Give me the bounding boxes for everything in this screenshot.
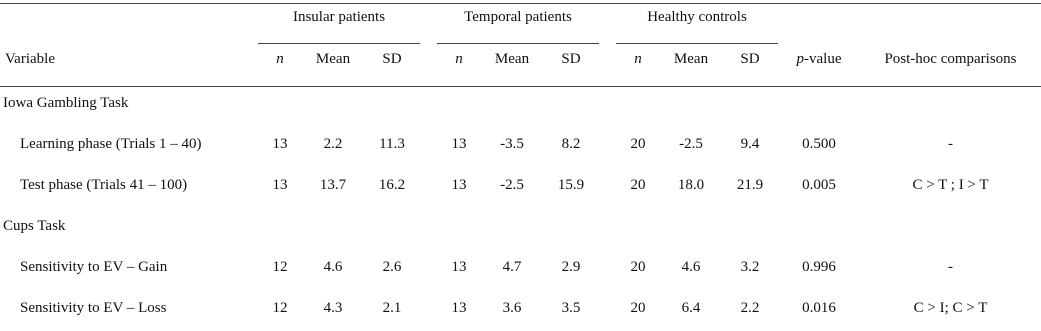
group-underline-temporal (437, 43, 599, 44)
cell-controls-sd: 21.9 (736, 177, 764, 193)
cell-controls-sd: 2.2 (740, 300, 760, 316)
cell-controls-mean: -2.5 (679, 136, 703, 152)
cell-pvalue: 0.016 (802, 300, 836, 316)
cell-controls-mean: 18.0 (677, 177, 705, 193)
col-header-insular-sd: SD (382, 51, 402, 67)
cell-pvalue: 0.500 (802, 136, 836, 152)
cell-insular-n: 13 (272, 177, 288, 193)
section-title-iowa: Iowa Gambling Task (3, 95, 129, 111)
col-header-temporal-mean: Mean (494, 51, 530, 67)
cell-temporal-sd: 3.5 (561, 300, 581, 316)
cell-posthoc: - (948, 259, 953, 275)
row-label-test-phase: Test phase (Trials 41 – 100) (20, 177, 188, 193)
col-header-controls-n: n (634, 51, 642, 67)
cell-insular-n: 12 (272, 259, 288, 275)
cell-temporal-mean: 4.7 (502, 259, 522, 275)
group-underline-controls (616, 43, 778, 44)
top-rule (0, 3, 1041, 4)
section-title-cups: Cups Task (3, 218, 66, 234)
cell-temporal-mean: -2.5 (500, 177, 524, 193)
col-header-temporal-sd: SD (561, 51, 581, 67)
cell-posthoc: C > T ; I > T (912, 177, 989, 193)
cell-controls-sd: 3.2 (740, 259, 760, 275)
group-header-insular: Insular patients (292, 9, 386, 25)
cell-insular-mean: 4.6 (323, 259, 343, 275)
cell-insular-mean: 4.3 (323, 300, 343, 316)
row-label-learning-phase: Learning phase (Trials 1 – 40) (20, 136, 202, 152)
header-bottom-rule (0, 86, 1041, 87)
cell-temporal-n: 13 (451, 300, 467, 316)
cell-temporal-n: 13 (451, 177, 467, 193)
cell-controls-mean: 4.6 (681, 259, 701, 275)
cell-insular-sd: 16.2 (378, 177, 406, 193)
cell-insular-n: 13 (272, 136, 288, 152)
cell-temporal-mean: 3.6 (502, 300, 522, 316)
col-header-controls-sd: SD (740, 51, 760, 67)
cell-temporal-mean: -3.5 (500, 136, 524, 152)
col-header-insular-n: n (276, 51, 284, 67)
cell-insular-sd: 2.6 (382, 259, 402, 275)
cell-controls-n: 20 (630, 300, 646, 316)
col-header-insular-mean: Mean (315, 51, 351, 67)
cell-insular-sd: 2.1 (382, 300, 402, 316)
cell-controls-n: 20 (630, 177, 646, 193)
cell-controls-mean: 6.4 (681, 300, 701, 316)
cell-posthoc: C > I; C > T (913, 300, 988, 316)
cell-insular-sd: 11.3 (379, 136, 405, 152)
cell-pvalue: 0.996 (802, 259, 836, 275)
group-header-temporal: Temporal patients (464, 9, 572, 25)
cell-controls-n: 20 (630, 136, 646, 152)
cell-temporal-sd: 8.2 (561, 136, 581, 152)
cell-temporal-n: 13 (451, 259, 467, 275)
row-label-sensitivity-gain: Sensitivity to EV – Gain (20, 259, 168, 275)
pvalue-header (782, 50, 856, 68)
cell-pvalue: 0.005 (802, 177, 836, 193)
cell-temporal-n: 13 (451, 136, 467, 152)
pvalue-header-p: p (796, 51, 804, 67)
cell-temporal-sd: 15.9 (557, 177, 585, 193)
cell-insular-n: 12 (272, 300, 288, 316)
cell-temporal-sd: 2.9 (561, 259, 581, 275)
group-header-controls: Healthy controls (647, 9, 747, 25)
cell-controls-n: 20 (630, 259, 646, 275)
col-header-controls-mean: Mean (673, 51, 709, 67)
row-label-sensitivity-loss: Sensitivity to EV – Loss (20, 300, 167, 316)
cell-insular-mean: 2.2 (323, 136, 343, 152)
group-underline-insular (258, 43, 420, 44)
col-header-temporal-n: n (455, 51, 463, 67)
variable-header: Variable (5, 51, 55, 67)
cell-posthoc: - (948, 136, 953, 152)
posthoc-header: Post-hoc comparisons (884, 51, 1017, 67)
pvalue-header-rest: -value (804, 51, 842, 67)
cell-insular-mean: 13.7 (319, 177, 347, 193)
cell-controls-sd: 9.4 (740, 136, 760, 152)
